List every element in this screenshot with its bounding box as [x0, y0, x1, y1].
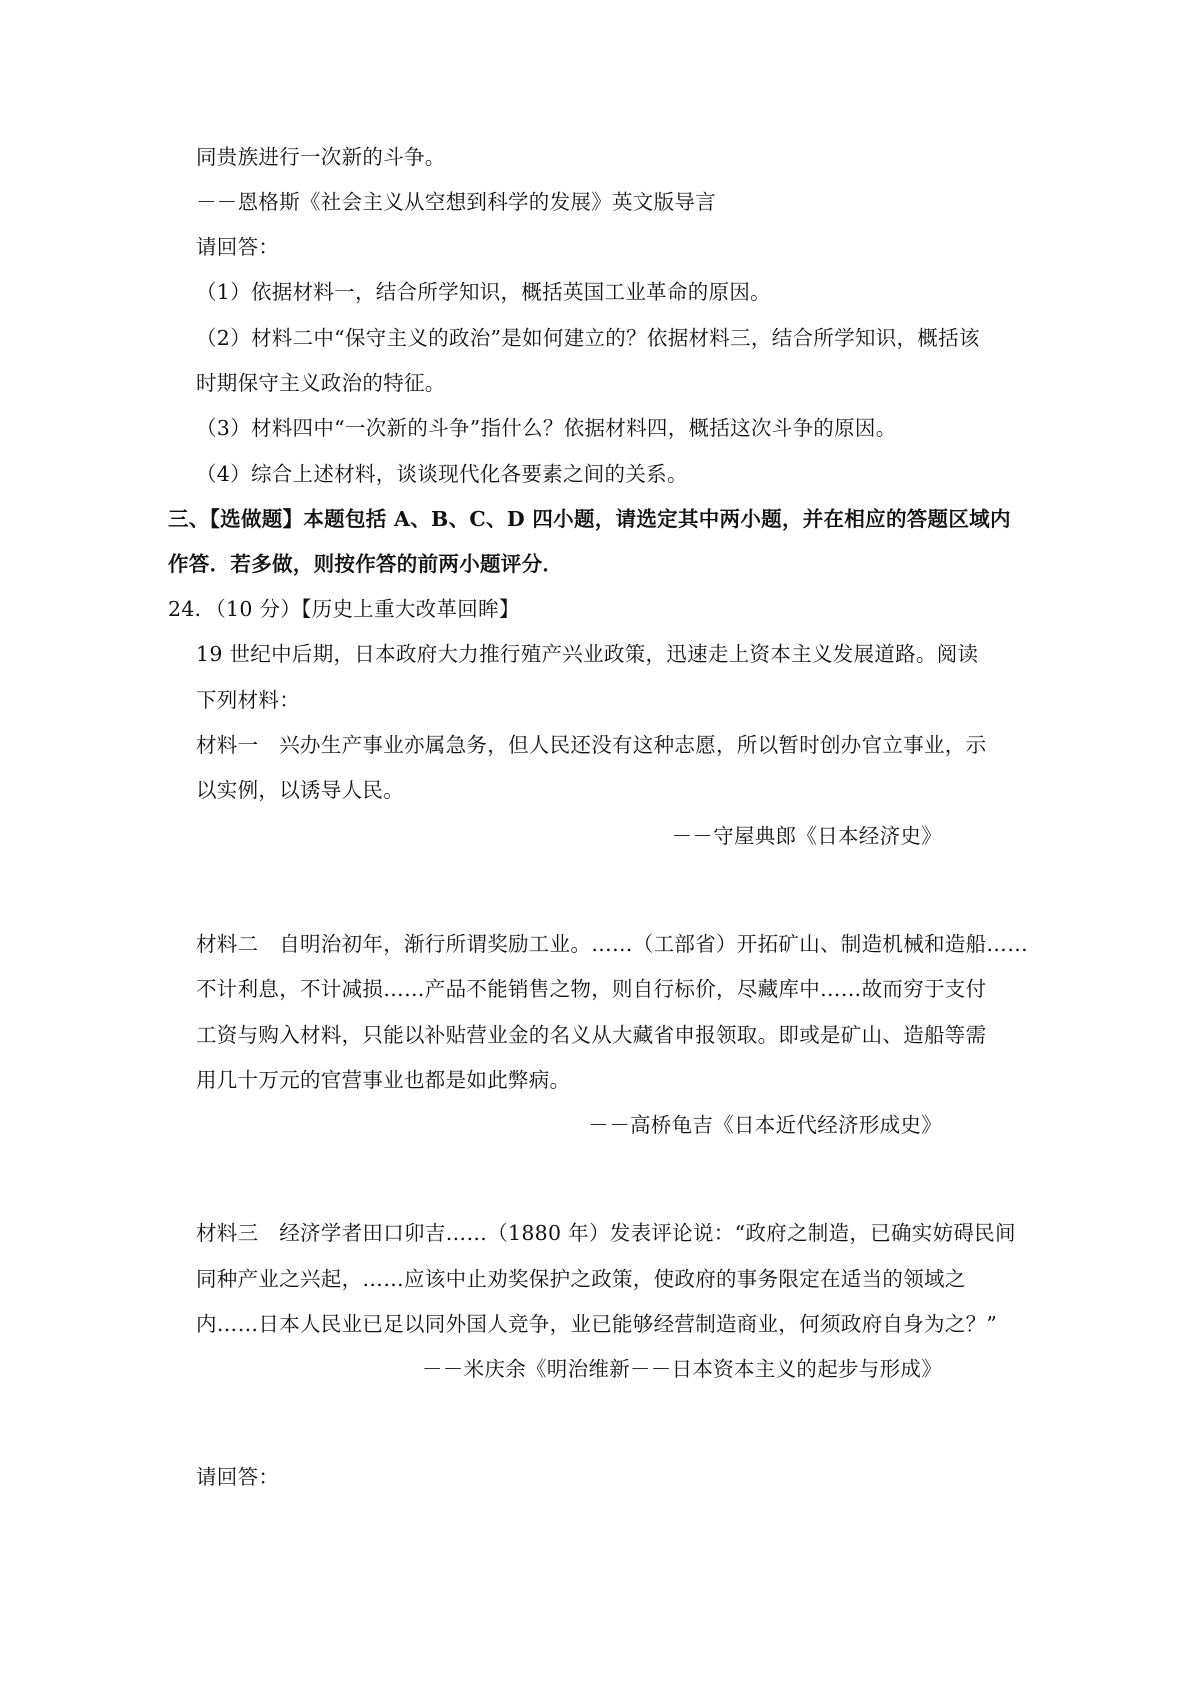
section-three-heading-line-1: 三、【选做题】本题包括 A、B、C、D 四小题，请选定其中两小题，并在相应的答题区域内	[168, 507, 1011, 531]
question-24-intro-line-2: 下列材料：	[196, 688, 300, 712]
material-two-line-2: 不计利息，不计减损……产品不能销售之物，则自行标价，尽藏库中……故而穷于支付	[196, 977, 987, 1001]
material-two-source: －－高桥龟吉《日本近代经济形成史》	[588, 1113, 942, 1137]
material-three-line-2: 同种产业之兴起，……应该中止劝奖保护之政策，使政府的事务限定在适当的领域之	[196, 1267, 966, 1291]
question-2-line-2: 时期保守主义政治的特征。	[196, 371, 446, 395]
material-one-source: －－守屋典郎《日本经济史》	[671, 824, 942, 848]
intro-text-end: 读	[957, 642, 979, 666]
question-3: （3）材料四中“一次新的斗争”指什么？依据材料四，概括这次斗争的原因。	[196, 416, 897, 440]
question-4: （4）综合上述材料，谈谈现代化各要素之间的关系。	[196, 462, 688, 486]
material-one-line-2: 以实例，以诱导人民。	[196, 778, 404, 802]
material-four-source: －－恩格斯《社会主义从空想到科学的发展》英文版导言	[196, 190, 716, 214]
material-three-line-1: 材料三 经济学者田口卯吉……（1880 年）发表评论说：“政府之制造，已确实妨碍民间	[196, 1221, 1016, 1245]
question-24-intro-line-1	[196, 640, 979, 668]
material-three-line-3: 内……日本人民业已足以同外国人竞争，业已能够经营制造商业，何须政府自身为之？”	[196, 1312, 998, 1336]
material-two-line-3: 工资与购入材料，只能以补贴营业金的名义从大藏省申报领取。即或是矿山、造船等需	[196, 1023, 987, 1047]
material-four-ending: 同贵族进行一次新的斗争。	[196, 145, 446, 169]
question-2-line-1: （2）材料二中“保守主义的政治”是如何建立的？依据材料三，结合所学知识，概括该	[196, 326, 980, 350]
material-two-line-1: 材料二 自明治初年，渐行所谓奖励工业。……（工部省）开拓矿山、制造机械和造船……	[196, 932, 1028, 956]
question-24-answer-prompt: 请回答：	[196, 1465, 280, 1489]
intro-text: 19 世纪中后期，日本政府大力推行殖产兴业政策，迅速走上资本主义发展道路。阅	[196, 642, 958, 666]
material-one-line-1: 材料一 兴办生产事业亦属急务，但人民还没有这种志愿，所以暂时创办官立事业，示	[196, 733, 987, 757]
material-three-source: －－米庆余《明治维新－－日本资本主义的起步与形成》	[422, 1357, 942, 1381]
question-24-title: 24．（10 分）【历史上重大改革回眸】	[168, 597, 520, 621]
material-two-line-4: 用几十万元的官营事业也都是如此弊病。	[196, 1068, 571, 1092]
section-three-heading-line-2: 作答．若多做，则按作答的前两小题评分．	[168, 552, 564, 576]
answer-prompt: 请回答：	[196, 235, 280, 259]
question-1: （1）依据材料一，结合所学知识，概括英国工业革命的原因。	[196, 280, 771, 304]
